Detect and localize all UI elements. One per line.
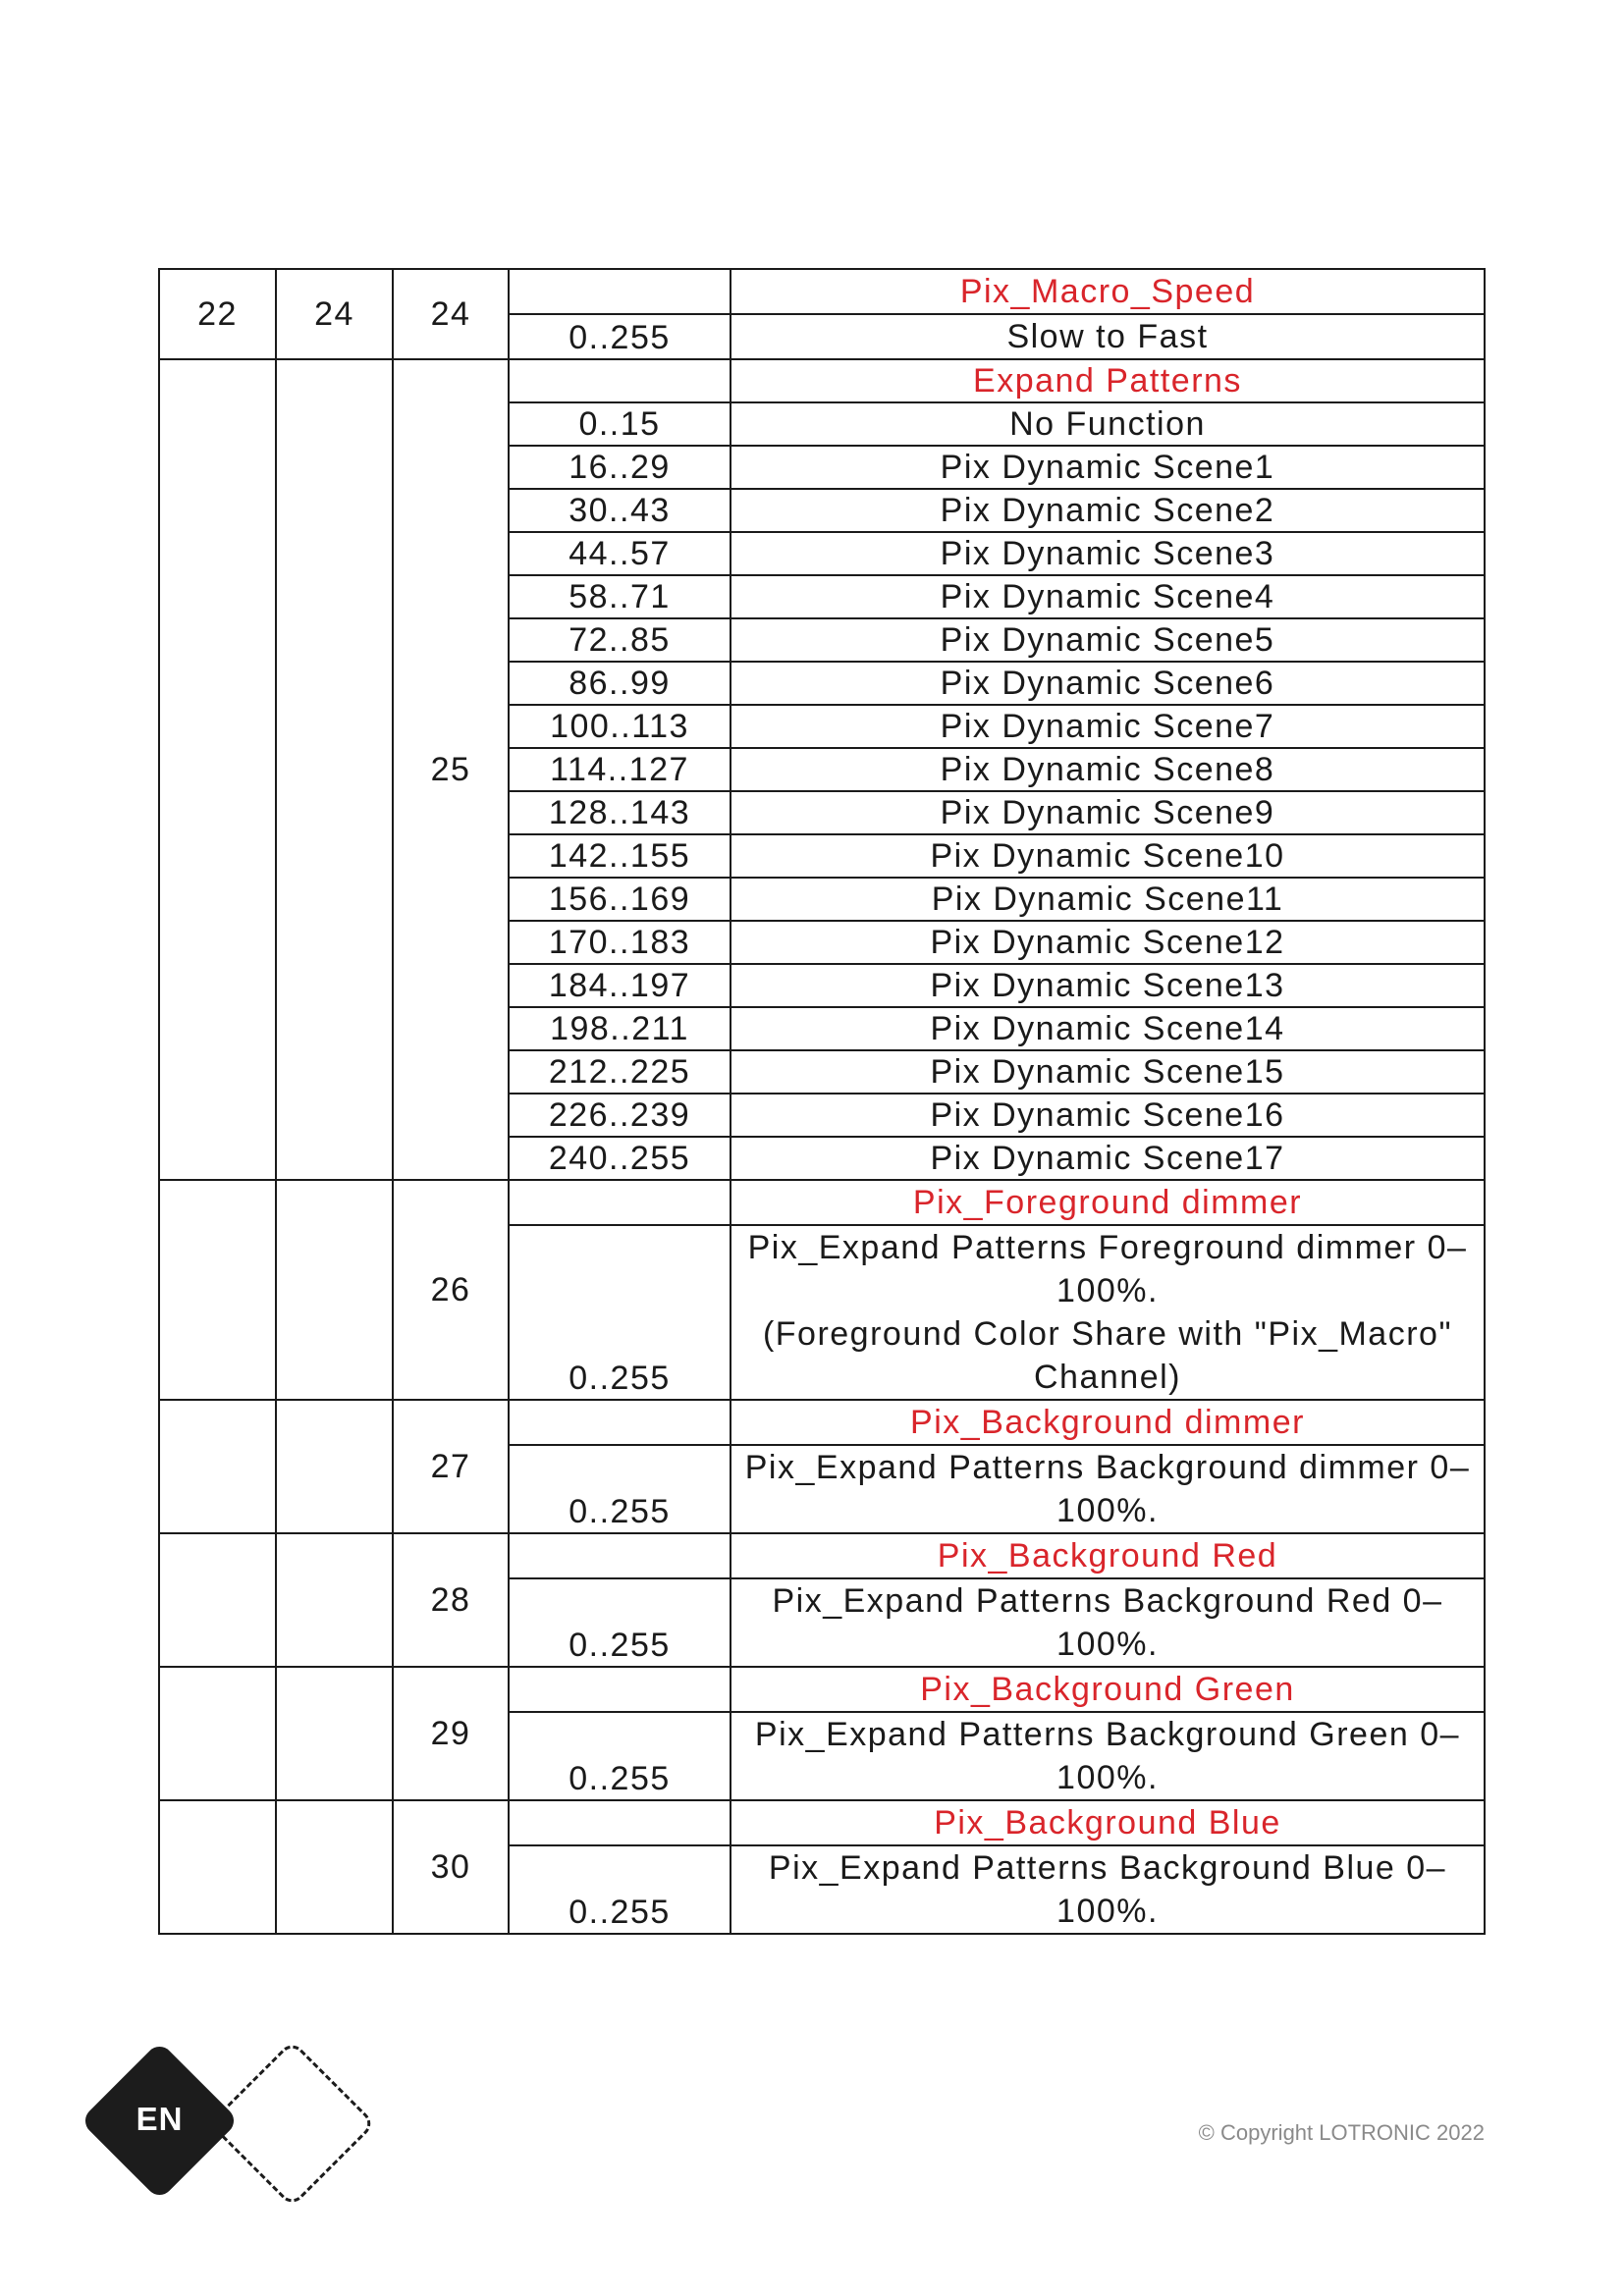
language-label: EN (135, 2101, 184, 2137)
copyright-notice: © Copyright LOTRONIC 2022 (1198, 2120, 1485, 2145)
value-empty (509, 359, 731, 402)
function-description: Pix Dynamic Scene5 (731, 618, 1485, 662)
dmx-table-body (159, 269, 1485, 1934)
value-range: 86..99 (509, 662, 731, 705)
value-range: 0..255 (509, 314, 731, 359)
value-empty (509, 1400, 731, 1445)
value-range: 30..43 (509, 489, 731, 532)
value-range: 0..255 (509, 1225, 731, 1400)
value-empty (509, 1667, 731, 1712)
value-range: 184..197 (509, 964, 731, 1007)
value-range: 0..255 (509, 1445, 731, 1533)
channel-mode-2: 24 (276, 269, 393, 359)
value-range: 0..15 (509, 402, 731, 446)
value-range: 114..127 (509, 748, 731, 791)
function-description: Pix Dynamic Scene1 (731, 446, 1485, 489)
value-range: 156..169 (509, 878, 731, 921)
channel-number: 28 (393, 1533, 509, 1667)
channel-mode-2-empty (276, 359, 393, 1180)
function-description: Pix Dynamic Scene16 (731, 1094, 1485, 1137)
value-empty (509, 1180, 731, 1225)
function-description: Pix_Expand Patterns Background Blue 0–100%. (731, 1845, 1485, 1934)
value-range: 128..143 (509, 791, 731, 834)
function-title: Pix_Background Red (731, 1533, 1485, 1578)
channel-mode-1: 22 (159, 269, 276, 359)
value-range: 44..57 (509, 532, 731, 575)
value-range: 226..239 (509, 1094, 731, 1137)
channel-mode-1-empty (159, 359, 276, 1180)
function-description: Pix Dynamic Scene6 (731, 662, 1485, 705)
table-row (159, 1800, 1485, 1845)
channel-mode-2-empty (276, 1180, 393, 1400)
value-empty (509, 269, 731, 314)
channel-mode-2-empty (276, 1533, 393, 1667)
function-description: Pix Dynamic Scene9 (731, 791, 1485, 834)
channel-number: 26 (393, 1180, 509, 1400)
channel-mode-1-empty (159, 1667, 276, 1800)
table-row (159, 359, 1485, 402)
function-title: Pix_Background Green (731, 1667, 1485, 1712)
value-range: 142..155 (509, 834, 731, 878)
function-description: Pix Dynamic Scene15 (731, 1050, 1485, 1094)
channel-number: 25 (393, 359, 509, 1180)
channel-number: 27 (393, 1400, 509, 1533)
channel-mode-2-empty (276, 1400, 393, 1533)
value-range: 58..71 (509, 575, 731, 618)
function-description: Pix Dynamic Scene8 (731, 748, 1485, 791)
function-description: Pix_Expand Patterns Foreground dimmer 0–100%. (Foreground Color Share with "Pix_Macro" Channel) (731, 1225, 1485, 1400)
table-row (159, 1180, 1485, 1225)
table-row (159, 1667, 1485, 1712)
channel-mode-1-empty (159, 1400, 276, 1533)
channel-number: 24 (393, 269, 509, 359)
function-description: Pix Dynamic Scene13 (731, 964, 1485, 1007)
value-range: 72..85 (509, 618, 731, 662)
channel-mode-1-empty (159, 1533, 276, 1667)
value-range: 240..255 (509, 1137, 731, 1180)
function-title: Pix_Foreground dimmer (731, 1180, 1485, 1225)
value-range: 100..113 (509, 705, 731, 748)
channel-mode-2-empty (276, 1800, 393, 1934)
channel-number: 29 (393, 1667, 509, 1800)
value-empty (509, 1800, 731, 1845)
function-title: Expand Patterns (731, 359, 1485, 402)
channel-number: 30 (393, 1800, 509, 1934)
function-description: Pix_Expand Patterns Background Green 0–100%. (731, 1712, 1485, 1800)
value-range: 0..255 (509, 1712, 731, 1800)
function-description: Pix Dynamic Scene12 (731, 921, 1485, 964)
function-title: Pix_Background dimmer (731, 1400, 1485, 1445)
function-description: Pix Dynamic Scene3 (731, 532, 1485, 575)
channel-mode-1-empty (159, 1180, 276, 1400)
table-row (159, 269, 1485, 314)
function-description: Pix Dynamic Scene17 (731, 1137, 1485, 1180)
function-title: Pix_Macro_Speed (731, 269, 1485, 314)
value-range: 170..183 (509, 921, 731, 964)
table-row (159, 1400, 1485, 1445)
value-range: 0..255 (509, 1578, 731, 1667)
table-row (159, 1533, 1485, 1578)
function-description: Pix Dynamic Scene2 (731, 489, 1485, 532)
function-description: No Function (731, 402, 1485, 446)
value-range: 0..255 (509, 1845, 731, 1934)
function-description: Pix Dynamic Scene11 (731, 878, 1485, 921)
dmx-channel-table (158, 268, 1486, 1935)
function-description: Pix Dynamic Scene10 (731, 834, 1485, 878)
function-description: Pix Dynamic Scene4 (731, 575, 1485, 618)
function-description: Pix Dynamic Scene7 (731, 705, 1485, 748)
channel-mode-1-empty (159, 1800, 276, 1934)
function-description: Pix Dynamic Scene14 (731, 1007, 1485, 1050)
value-range: 198..211 (509, 1007, 731, 1050)
value-range: 212..225 (509, 1050, 731, 1094)
function-title: Pix_Background Blue (731, 1800, 1485, 1845)
channel-mode-2-empty (276, 1667, 393, 1800)
function-description: Pix_Expand Patterns Background Red 0–100%. (731, 1578, 1485, 1667)
function-description: Slow to Fast (731, 314, 1485, 359)
function-description: Pix_Expand Patterns Background dimmer 0–100%. (731, 1445, 1485, 1533)
value-range: 16..29 (509, 446, 731, 489)
value-empty (509, 1533, 731, 1578)
